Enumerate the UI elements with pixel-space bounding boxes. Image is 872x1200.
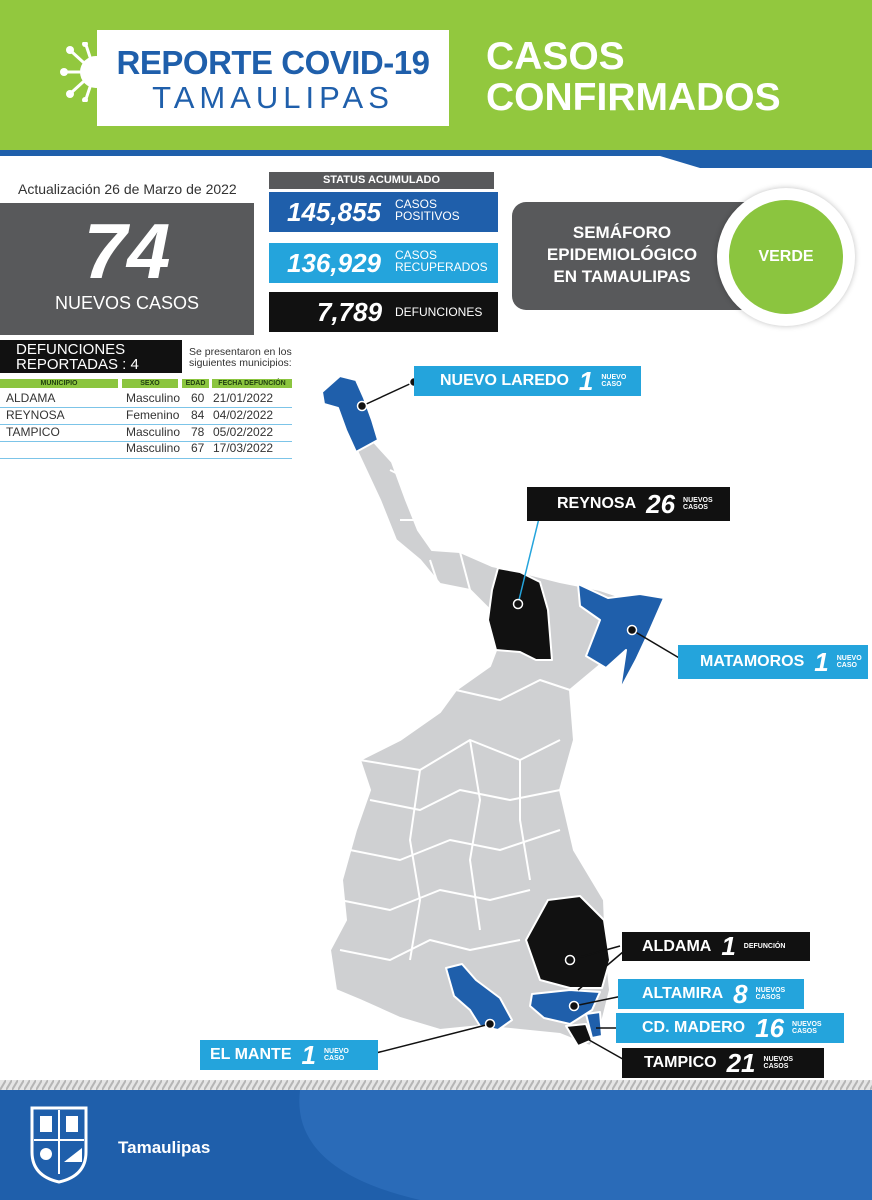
- tamaulipas-coat-of-arms-icon: [26, 1104, 92, 1184]
- stat-defunciones-value: 7,789: [317, 297, 383, 327]
- callout-tampico: TAMPICO 21 NUEVOS CASOS: [622, 1048, 824, 1078]
- callout-nuevo-laredo: NUEVO LAREDO 1 NUEVO CASO: [414, 366, 641, 396]
- semaforo-label: SEMÁFORO EPIDEMIOLÓGICO EN TAMAULIPAS: [546, 223, 698, 286]
- report-title: REPORTE COVID-19: [116, 44, 430, 81]
- report-subtitle: TAMAULIPAS: [152, 80, 394, 115]
- report-title-box: [97, 30, 449, 126]
- semaforo-status: VERDE: [729, 200, 843, 314]
- stat-defunciones-label: DEFUNCIONES: [395, 305, 483, 319]
- stat-recuperados: [269, 243, 498, 283]
- stat-positivos-label: CASOS POSITIVOS: [395, 197, 460, 223]
- header-stripe: [0, 150, 872, 168]
- tamaulipas-map: [300, 360, 700, 1080]
- map-nuevo-laredo: [322, 376, 378, 452]
- callout-cd-madero: CD. MADERO 16 NUEVOS CASOS: [616, 1013, 844, 1043]
- section-heading-line2: CONFIRMADOS: [486, 76, 781, 119]
- footer-pattern: [0, 1080, 872, 1090]
- callout-reynosa: REYNOSA 26 NUEVOS CASOS: [527, 487, 730, 521]
- row-divider: [0, 458, 292, 459]
- deaths-title: DEFUNCIONES REPORTADAS : 4: [0, 340, 182, 373]
- callout-altamira: ALTAMIRA 8 NUEVOS CASOS: [618, 979, 804, 1009]
- status-header: STATUS ACUMULADO: [269, 172, 494, 189]
- callout-aldama: ALDAMA 1 DEFUNCIÓN: [622, 932, 810, 961]
- virus-icon: [52, 42, 102, 102]
- stat-recuperados-label: CASOS RECUPERADOS: [395, 248, 488, 274]
- footer-brand: Tamaulipas: [118, 1138, 211, 1157]
- col-header-fecha: FECHA DEFUNCIÓN: [212, 379, 292, 388]
- col-header-edad: EDAD: [182, 379, 209, 388]
- new-cases-label: NUEVOS CASOS: [54, 293, 200, 313]
- section-heading: [486, 36, 781, 118]
- deaths-note: Se presentaron en los siguientes municipios:: [189, 346, 292, 369]
- stat-defunciones: [269, 292, 498, 332]
- stat-positivos-value: 145,855: [287, 197, 381, 227]
- update-date: Actualización 26 de Marzo de 2022: [18, 181, 237, 197]
- section-heading-line1: CASOS: [486, 35, 625, 78]
- col-header-municipio: MUNICIPIO: [0, 379, 118, 388]
- callout-matamoros: MATAMOROS 1 NUEVO CASO: [678, 645, 868, 679]
- callout-el-mante: EL MANTE 1 NUEVO CASO: [200, 1040, 378, 1070]
- new-cases-box: [0, 203, 254, 335]
- col-header-sexo: SEXO: [122, 379, 178, 388]
- stat-recuperados-value: 136,929: [287, 248, 381, 278]
- new-cases-value: 74: [83, 207, 171, 295]
- stat-positivos: [269, 192, 498, 232]
